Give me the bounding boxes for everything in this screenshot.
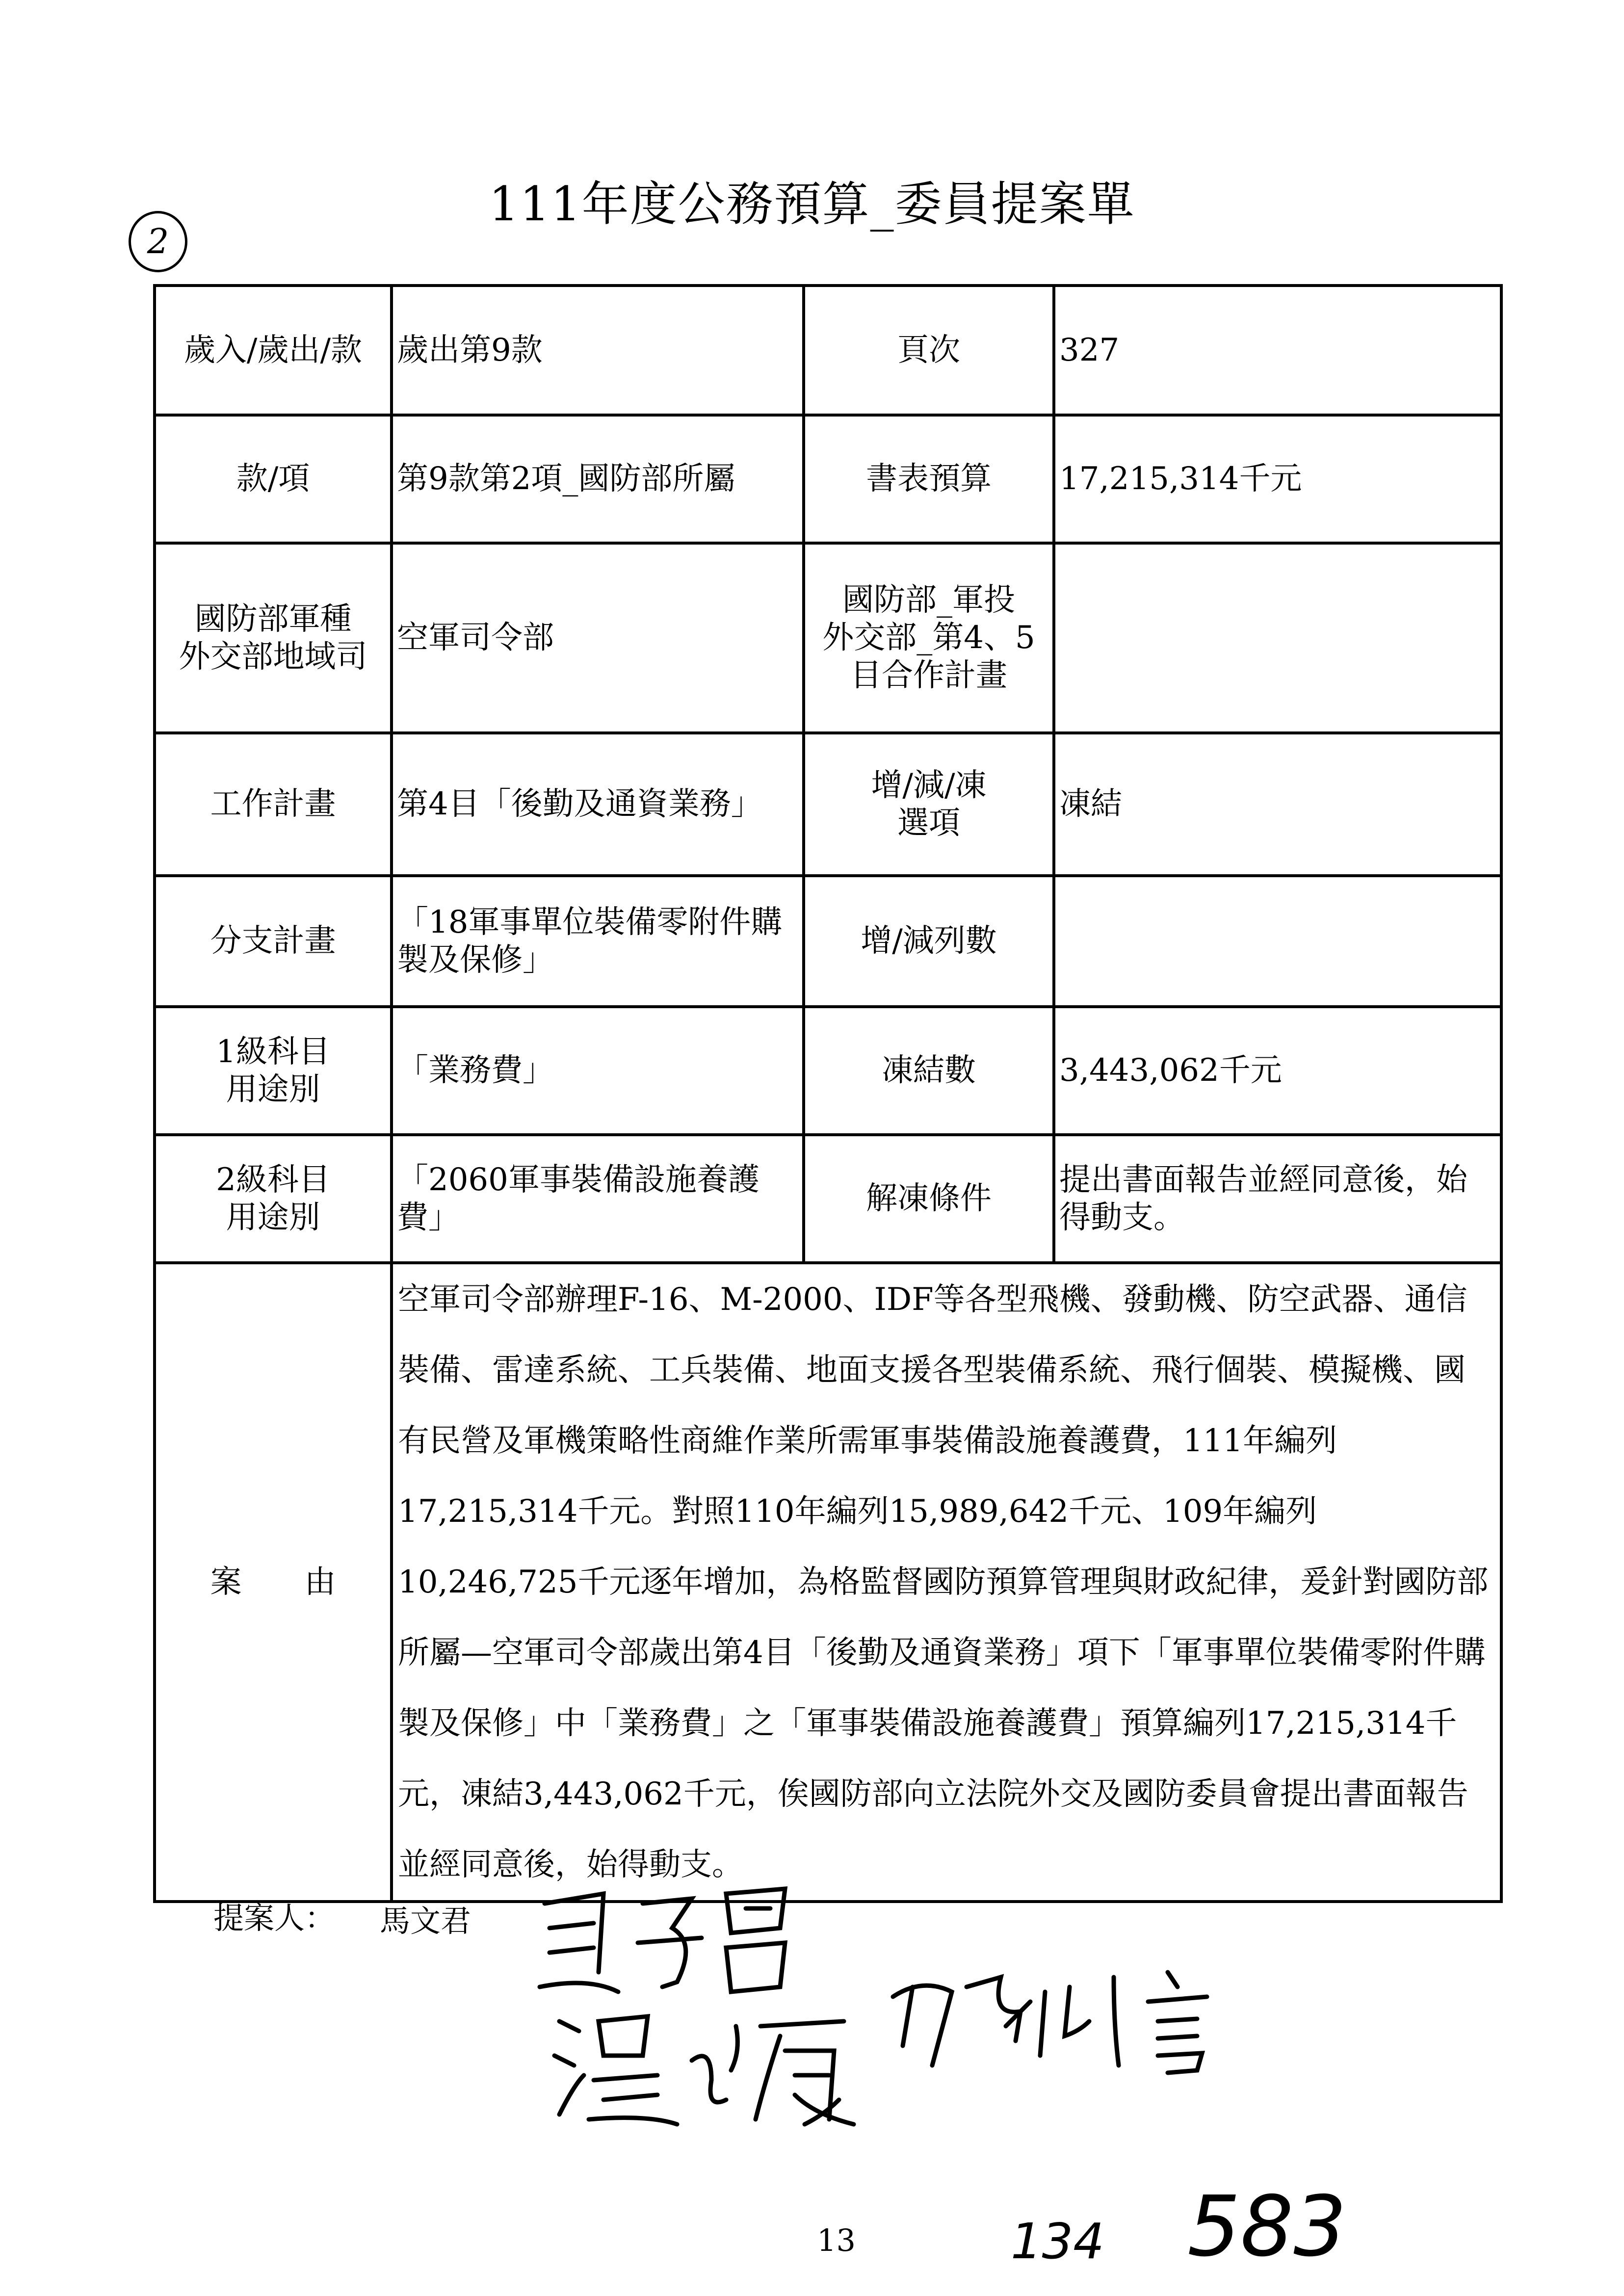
table-row [155, 1007, 1501, 1135]
field-value [1054, 543, 1501, 733]
field-value: 第9款第2項_國防部所屬 [392, 415, 804, 543]
table-row [155, 733, 1501, 876]
field-value: 空軍司令部 [392, 543, 804, 733]
field-label: 款/項 [155, 415, 392, 543]
field-value: 3,443,062千元 [1054, 1007, 1501, 1135]
field-label: 書表預算 [804, 415, 1054, 543]
circled-margin-mark: 2 [129, 211, 187, 272]
field-label: 國防部_軍投 外交部_第4、5 目合作計畫 [804, 543, 1054, 733]
field-label: 分支計畫 [155, 876, 392, 1007]
handwritten-number: 134 [1011, 2213, 1104, 2270]
field-label: 頁次 [804, 286, 1054, 415]
handwritten-number: 583 [1187, 2178, 1347, 2275]
field-value: 「業務費」 [392, 1007, 804, 1135]
field-value: 提出書面報告並經同意後，始得動支。 [1054, 1135, 1501, 1263]
case-label: 案 由 [155, 1263, 392, 1902]
field-value: 歲出第9款 [392, 286, 804, 415]
page-number: 13 [817, 2222, 856, 2258]
field-label: 凍結數 [804, 1007, 1054, 1135]
field-label: 工作計畫 [155, 733, 392, 876]
handwritten-signature-1 [530, 1874, 805, 2002]
field-value: 327 [1054, 286, 1501, 415]
field-value: 第4目「後勤及通資業務」 [392, 733, 804, 876]
table-row [155, 1135, 1501, 1263]
field-label: 國防部軍種 外交部地域司 [155, 543, 392, 733]
proposal-table [153, 284, 1503, 1903]
field-label: 增/減/凍 選項 [804, 733, 1054, 876]
field-label: 1級科目 用途別 [155, 1007, 392, 1135]
proposer-label: 提案人： [213, 1900, 336, 1936]
proposer-name: 馬文君 [380, 1903, 471, 1939]
table-row [155, 876, 1501, 1007]
page-title: 111年度公務預算_委員提案單 [489, 177, 1135, 232]
field-value: 「18軍事單位裝備零附件購製及保修」 [392, 876, 804, 1007]
table-row [155, 286, 1501, 415]
case-row [155, 1263, 1501, 1902]
field-value: 17,215,314千元 [1054, 415, 1501, 543]
case-text: 空軍司令部辦理F-16、M-2000、IDF等各型飛機、發動機、防空武器、通信裝備、雷達系統、工兵裝備、地面支援各型裝備系統、飛行個裝、模擬機、國有民營及軍機策略性商維作業所需軍事裝備設施養護費，111年編列17,215,314千元。對照110年編列15,989,642千元、109年編列10,246,725千元逐年增加，為格監督國防預算管理與財政紀律，爰針對國防部所屬—空軍司令部歲出第4目「後勤及通資業務」項下「軍事單位裝備零附件購製及保修」中「業務費」之「軍事裝備設施養護費」預算編列17,215,314千元，凍結3,443,062千元，俟國防部向立法院外交及國防委員會提出書面報告並經同意後，始得動支。 [392, 1263, 1501, 1902]
field-label: 2級科目 用途別 [155, 1135, 392, 1263]
field-label: 增/減列數 [804, 876, 1054, 1007]
handwritten-signature-3 [883, 1957, 1256, 2075]
field-label: 解凍條件 [804, 1135, 1054, 1263]
field-label: 歲入/歲出/款 [155, 286, 392, 415]
table-row [155, 543, 1501, 733]
field-value: 「2060軍事裝備設施養護費」 [392, 1135, 804, 1263]
table-row [155, 415, 1501, 543]
handwritten-signature-2 [550, 2002, 864, 2129]
field-value [1054, 876, 1501, 1007]
field-value: 凍結 [1054, 733, 1501, 876]
